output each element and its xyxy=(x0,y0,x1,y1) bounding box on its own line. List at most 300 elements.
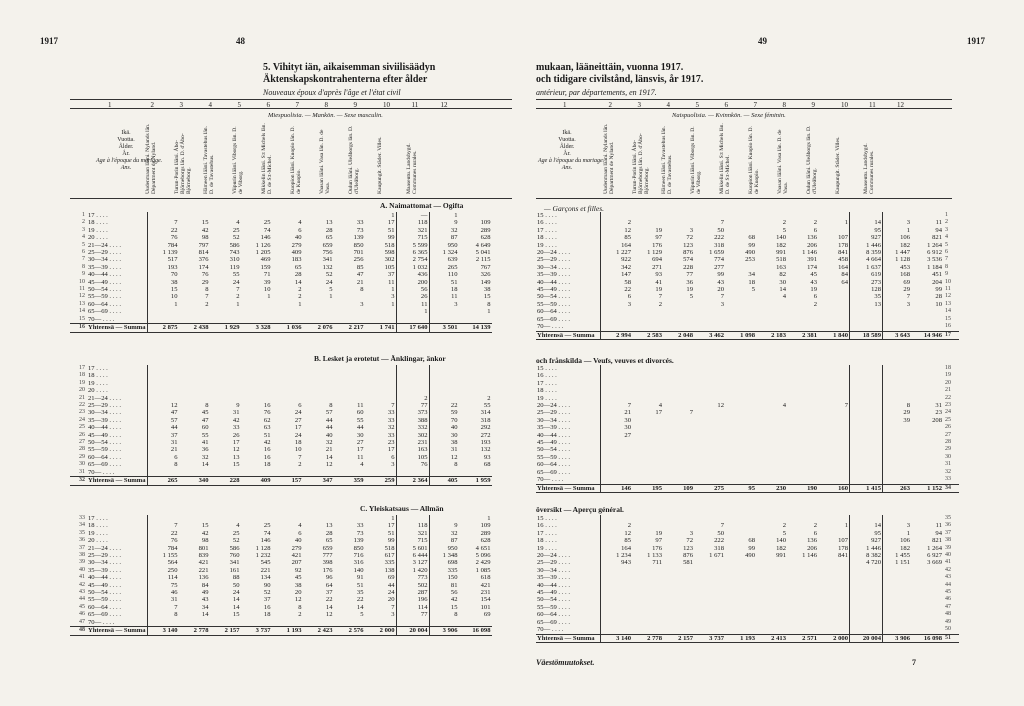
table-cell: 3 xyxy=(720,300,724,308)
table-cell: 32 xyxy=(945,468,951,475)
table-cell xyxy=(725,619,756,626)
table-cell: 40—44 . . . . xyxy=(536,582,601,589)
table-cell xyxy=(911,589,943,596)
table-cell: 436 xyxy=(396,271,429,278)
table-cell: 1 xyxy=(906,529,910,537)
table-cell: 38 xyxy=(945,537,951,544)
table-cell: 24 xyxy=(325,278,333,286)
table-cell: 35—39 . . . . xyxy=(536,424,601,431)
table-cell: 14 xyxy=(850,219,883,226)
table-cell xyxy=(147,372,179,379)
table-cell xyxy=(883,604,912,611)
table-cell: 15 . . . . xyxy=(536,212,601,219)
table-cell: 68 xyxy=(748,537,755,545)
table-cell: 65 xyxy=(325,234,333,242)
table-cell xyxy=(883,574,912,581)
table-row xyxy=(536,219,959,226)
table-cell xyxy=(663,372,694,379)
summary-row xyxy=(70,324,492,332)
table-cell xyxy=(694,380,725,387)
table-cell: 20 004 xyxy=(850,634,883,642)
table-cell: 51 xyxy=(943,634,959,642)
table-cell: 70— . . . . xyxy=(87,469,147,477)
table-cell: 45 xyxy=(945,589,951,596)
column-heading: Viipurin lääni. Viborgs län. D. de Viborg. xyxy=(231,126,244,194)
table-cell: 302 xyxy=(396,432,429,439)
table-cell: 518 xyxy=(365,242,397,249)
table-cell: 5 096 xyxy=(475,552,491,560)
table-cell: 2 xyxy=(298,293,302,301)
table-cell: 16 . . . . xyxy=(536,522,601,529)
table-cell xyxy=(694,424,725,431)
table-row xyxy=(70,380,492,387)
table-cell: 1 098 xyxy=(725,331,756,339)
table-cell xyxy=(818,395,850,402)
table-cell: 1 959 xyxy=(459,477,492,485)
table-cell: 17 xyxy=(232,439,240,447)
table-cell xyxy=(632,372,663,379)
table-cell: 50—54 . . . . xyxy=(87,439,147,446)
table-cell xyxy=(818,476,850,484)
table-cell: 57 xyxy=(170,416,178,424)
table-cell: 50 xyxy=(232,581,240,589)
table-cell: 263 xyxy=(883,484,912,492)
table-cell: 13 xyxy=(850,301,883,308)
table-cell: 196 xyxy=(396,596,429,603)
table-cell xyxy=(883,469,912,476)
column-number: 2 xyxy=(150,101,154,109)
table-cell xyxy=(429,316,459,324)
table-cell: 4 xyxy=(236,522,240,530)
table-cell xyxy=(663,316,694,323)
table-cell: 25 xyxy=(232,226,240,234)
table-cell: 277 xyxy=(714,263,724,271)
table-row xyxy=(70,545,492,552)
table-cell xyxy=(334,365,365,372)
column-heading: Kuopion lääni. Kuopio län. D. de Kuopio. xyxy=(289,126,302,194)
table-cell xyxy=(632,515,663,522)
table-cell xyxy=(850,372,883,379)
table-cell: 17 xyxy=(943,331,959,339)
table-cell xyxy=(756,432,787,439)
table-cell: 659 xyxy=(322,544,333,552)
table-cell: 24 xyxy=(945,409,951,416)
table-cell: 70 xyxy=(170,271,178,279)
table-cell: 44 xyxy=(79,596,85,603)
table-cell: 18 . . . . xyxy=(87,219,147,226)
table-cell xyxy=(818,574,850,581)
table-cell: 3 906 xyxy=(429,627,459,635)
table-cell: 774 xyxy=(714,256,724,264)
table-cell xyxy=(601,476,633,484)
table-cell: 98 xyxy=(201,537,209,545)
table-cell xyxy=(756,596,787,603)
table-cell xyxy=(429,395,459,402)
table-cell: 2 xyxy=(627,522,631,530)
table-cell: 490 xyxy=(745,249,755,257)
table-cell: 106 xyxy=(900,537,910,545)
table-cell: 564 xyxy=(167,559,178,567)
table-cell: 49 xyxy=(201,589,209,597)
table-cell xyxy=(883,446,912,453)
table-cell: 35—39 . . . . xyxy=(536,271,601,278)
table-cell xyxy=(911,387,943,394)
column-heading: Maaseutu. Landsbygd. Communes rurales. xyxy=(863,143,875,194)
table-cell: 85 xyxy=(356,263,364,271)
table-cell: Yhteensä — Summa xyxy=(536,484,601,492)
table-cell: 715 xyxy=(396,537,429,544)
table-cell: 1 420 xyxy=(396,567,429,574)
table-cell: 398 xyxy=(322,559,333,567)
table-cell xyxy=(179,365,210,372)
table-cell: 105 xyxy=(365,264,397,271)
column-heading: Vaasan lääni. Vasa län. D. de Vasa. xyxy=(318,129,331,194)
table-cell: 1 xyxy=(487,515,491,522)
rule xyxy=(536,108,952,109)
table-cell: 421 xyxy=(480,581,491,589)
table-cell xyxy=(632,212,663,219)
table-cell: 335 xyxy=(365,559,397,566)
table-cell: 9 xyxy=(82,271,85,278)
age-header-line: Ans. xyxy=(561,165,573,171)
table-cell: 2 xyxy=(813,219,817,227)
table-cell xyxy=(334,380,365,387)
table-row xyxy=(536,611,959,618)
column-number: 11 xyxy=(869,101,876,109)
table-cell: 94 xyxy=(935,226,942,234)
table-cell: 8 xyxy=(298,603,302,611)
table-cell: 221 xyxy=(198,566,209,574)
table-cell xyxy=(756,461,787,468)
column-heading: Hämeen lääni. Tavastehus län. D. de Tavastehus. xyxy=(202,125,215,194)
table-cell xyxy=(272,395,303,402)
table-cell xyxy=(334,316,365,324)
table-cell: 45 xyxy=(294,574,302,582)
table-cell xyxy=(818,454,850,461)
section-a-text: — Garçons et filles. xyxy=(544,204,604,213)
table-cell xyxy=(272,380,303,387)
table-cell xyxy=(179,308,210,315)
table-cell xyxy=(818,439,850,446)
table-cell: 37 xyxy=(365,271,397,278)
column-number: 8 xyxy=(324,101,328,109)
table-cell: 50—54 . . . . xyxy=(536,446,601,453)
table-cell: 1 637 xyxy=(850,264,883,271)
table-cell: 29 xyxy=(903,286,910,294)
table-cell xyxy=(850,589,883,596)
table-row xyxy=(70,387,492,394)
table-cell: 46 xyxy=(945,596,951,603)
table-cell xyxy=(756,446,787,453)
table-cell xyxy=(787,515,818,522)
table-cell: 21 xyxy=(79,394,85,401)
table-row xyxy=(70,212,492,219)
table-cell: 76 xyxy=(170,234,178,242)
table-cell: 1 146 xyxy=(802,249,817,257)
table-row xyxy=(536,301,959,308)
table-cell xyxy=(147,380,179,387)
group-header: Miespuolisia. — Mankön. — Sexe masculin. xyxy=(268,112,383,119)
table-cell: 30 xyxy=(450,431,458,439)
table-cell xyxy=(850,308,883,315)
table-cell: 16 . . . . xyxy=(536,372,601,379)
table-cell: 20 . . . . xyxy=(87,234,147,241)
table-cell: 50 xyxy=(945,626,951,633)
table-cell: 43 xyxy=(201,596,209,604)
table-cell: 3 xyxy=(689,529,693,537)
table-cell: 1 446 xyxy=(850,242,883,249)
table-cell: 13 xyxy=(325,522,333,530)
table-cell xyxy=(883,432,912,439)
table-cell xyxy=(725,372,756,379)
table-cell xyxy=(601,372,633,379)
table-cell xyxy=(818,323,850,331)
table-cell: 118 xyxy=(396,219,429,226)
table-cell xyxy=(725,626,756,634)
table-cell: 3 669 xyxy=(927,559,942,567)
table-row xyxy=(70,316,492,324)
table-cell: 39 xyxy=(945,544,951,551)
table-cell: 140 xyxy=(353,566,364,574)
table-cell xyxy=(365,380,397,387)
table-cell: 3 737 xyxy=(694,634,725,642)
table-cell: 1 348 xyxy=(442,552,458,560)
table-cell: 85 xyxy=(624,537,631,545)
table-cell: 45 xyxy=(810,271,817,279)
table-cell: 4 xyxy=(945,234,948,241)
table-cell xyxy=(663,596,694,603)
table-cell: 15 xyxy=(483,293,491,301)
table-cell: 55 xyxy=(483,402,491,410)
table-cell: 60—64 . . . . xyxy=(536,461,601,468)
table-cell: 101 xyxy=(480,603,491,611)
section-c-label: översikt — Aperçu général. xyxy=(536,505,624,514)
table-row xyxy=(536,619,959,626)
table-row xyxy=(536,409,959,416)
table-cell: 2 413 xyxy=(756,634,787,642)
table-cell: 581 xyxy=(683,559,693,567)
table-cell: 195 xyxy=(632,484,663,492)
table-cell: 8 xyxy=(174,461,178,469)
table-row xyxy=(70,604,492,611)
table-cell: 45—49 . . . . xyxy=(87,432,147,439)
table-cell: 18 . . . . xyxy=(87,372,147,379)
table-cell: 359 xyxy=(334,477,365,485)
table-cell xyxy=(850,604,883,611)
table-cell xyxy=(756,409,787,416)
table-cell: 3 462 xyxy=(694,331,725,339)
table-cell xyxy=(210,212,241,219)
table-cell: 10 xyxy=(294,446,302,454)
table-cell xyxy=(756,308,787,315)
table-cell: 3 328 xyxy=(241,324,272,332)
table-cell: 50—54 . . . . xyxy=(87,589,147,596)
table-cell xyxy=(365,395,397,402)
table-cell xyxy=(911,469,943,476)
table-cell: — xyxy=(396,212,429,219)
right-page xyxy=(512,0,1024,706)
table-cell: 3 906 xyxy=(883,634,912,642)
table-cell: 6 xyxy=(298,402,302,410)
table-cell: 74 xyxy=(263,226,271,234)
table-cell xyxy=(818,596,850,603)
table-cell xyxy=(911,574,943,581)
table-cell: 3 140 xyxy=(147,627,179,635)
table-cell: 421 xyxy=(291,552,302,560)
table-cell xyxy=(663,611,694,618)
table-cell: 123 xyxy=(683,241,693,249)
table-cell xyxy=(241,372,272,379)
table-row xyxy=(70,409,492,416)
table-cell: 139 xyxy=(353,537,364,545)
age-header-line: Vuotta. xyxy=(117,137,135,143)
table-cell: 6 xyxy=(813,226,817,234)
table-row xyxy=(536,476,959,484)
title-line-2: och tidigare civilstånd, länsvis, år 1917. xyxy=(536,74,704,85)
table-cell: 5 xyxy=(689,293,693,301)
table-row xyxy=(536,439,959,446)
table-cell: 2 217 xyxy=(334,324,365,332)
table-cell: 15 xyxy=(201,219,209,227)
column-heading: Uudenmaan lääni. Nylands län. Départment de Nyland. xyxy=(144,123,157,194)
age-header-line: Ålder. xyxy=(118,144,134,150)
table-row xyxy=(70,454,492,461)
table-cell xyxy=(272,515,303,522)
table-cell: 19 xyxy=(655,529,662,537)
table-cell xyxy=(632,619,663,626)
table-cell: 150 xyxy=(447,574,458,582)
table-cell: 147 xyxy=(621,271,631,279)
table-cell xyxy=(756,611,787,618)
table-cell: 52 xyxy=(325,271,333,279)
table-cell: 784 xyxy=(167,544,178,552)
table-cell: 21 xyxy=(356,278,364,286)
table-cell: 99 xyxy=(748,241,755,249)
rule xyxy=(70,198,512,199)
table-cell xyxy=(601,611,633,618)
table-cell xyxy=(883,380,912,387)
table-cell: 231 xyxy=(480,589,491,597)
table-cell: 950 xyxy=(447,241,458,249)
table-cell: 6 xyxy=(945,249,948,256)
table-cell xyxy=(883,476,912,484)
table-cell: 310 xyxy=(229,256,240,264)
column-heading: Kuopion lääni. Kuopio län. D. de Kuopio. xyxy=(747,126,760,194)
table-cell xyxy=(883,611,912,618)
table-row xyxy=(536,545,959,552)
table-row xyxy=(536,589,959,596)
table-cell: 6 444 xyxy=(396,552,429,559)
table-cell: 19 . . . . xyxy=(536,242,601,249)
table-cell xyxy=(787,596,818,603)
table-cell: 13 xyxy=(945,300,951,307)
table-cell: 128 xyxy=(850,286,883,293)
table-cell xyxy=(756,589,787,596)
table-cell: 19 xyxy=(810,286,817,294)
table-cell xyxy=(663,439,694,446)
table-cell xyxy=(725,365,756,372)
table-cell xyxy=(725,611,756,618)
table-cell: 221 xyxy=(260,566,271,574)
column-number: 3 xyxy=(179,101,183,109)
table-cell: 31 xyxy=(79,468,85,475)
table-cell: 31 xyxy=(450,446,458,454)
column-heading: Kaupungit. Städer. Villes. xyxy=(835,136,841,194)
table-cell: 839 xyxy=(198,552,209,560)
table-cell xyxy=(883,582,912,589)
table-cell xyxy=(179,395,210,402)
table-cell: 31 xyxy=(935,402,942,410)
table-cell: 16 098 xyxy=(459,627,492,635)
table-cell: 63 xyxy=(263,424,271,432)
table-cell: 287 xyxy=(396,589,429,596)
table-cell xyxy=(303,308,334,315)
table-cell: 35 xyxy=(945,515,951,521)
table-cell xyxy=(694,626,725,634)
table-cell xyxy=(850,596,883,603)
table-cell xyxy=(756,567,787,574)
table-cell xyxy=(303,380,334,387)
table-cell xyxy=(756,619,787,626)
table-cell xyxy=(632,387,663,394)
table-cell: 40 xyxy=(79,566,85,573)
table-cell: 3 xyxy=(945,226,948,233)
table-cell xyxy=(787,461,818,468)
table-cell: 1 xyxy=(487,308,491,316)
table-cell: 109 xyxy=(480,522,491,530)
table-cell: 95 xyxy=(850,227,883,234)
table-cell: 15 . . . . xyxy=(536,515,601,522)
table-cell: 12 xyxy=(325,611,333,619)
table-cell xyxy=(601,574,633,581)
table-cell: 11 xyxy=(945,286,951,293)
table-cell: 4 xyxy=(782,402,786,410)
table-row xyxy=(70,589,492,596)
table-row xyxy=(536,596,959,603)
table-cell: 341 xyxy=(229,559,240,567)
age-header-line: År. xyxy=(122,151,130,157)
table-cell: 109 xyxy=(480,219,491,227)
table-cell xyxy=(787,476,818,484)
table-cell: 2 778 xyxy=(632,634,663,642)
table-cell xyxy=(818,446,850,453)
summary-row xyxy=(70,627,492,635)
table-cell xyxy=(334,372,365,379)
table-cell: 38 xyxy=(294,581,302,589)
table-cell xyxy=(694,316,725,323)
table-row xyxy=(70,286,492,293)
table-cell: Yhteensä — Summa xyxy=(536,634,601,642)
table-cell: 4 xyxy=(298,219,302,227)
table-cell: 1 xyxy=(906,226,910,234)
table-row xyxy=(536,271,959,278)
table-cell xyxy=(210,316,241,324)
table-cell xyxy=(272,365,303,372)
table-cell xyxy=(756,515,787,522)
table-cell: 57 xyxy=(325,409,333,417)
section-a-label: A. Naimattomat — Ogifta xyxy=(380,201,464,210)
table-cell: 777 xyxy=(322,552,333,560)
table-cell: 47 xyxy=(945,603,951,610)
table-cell: 2 xyxy=(658,300,662,308)
table-cell: 45—49 . . . . xyxy=(536,286,601,293)
table-cell xyxy=(694,446,725,453)
table-cell: 6 365 xyxy=(396,249,429,256)
table-cell: 37 xyxy=(325,589,333,597)
table-cell: 6 927 xyxy=(927,552,942,560)
table-row xyxy=(70,530,492,537)
table-cell: 33 xyxy=(365,417,397,424)
